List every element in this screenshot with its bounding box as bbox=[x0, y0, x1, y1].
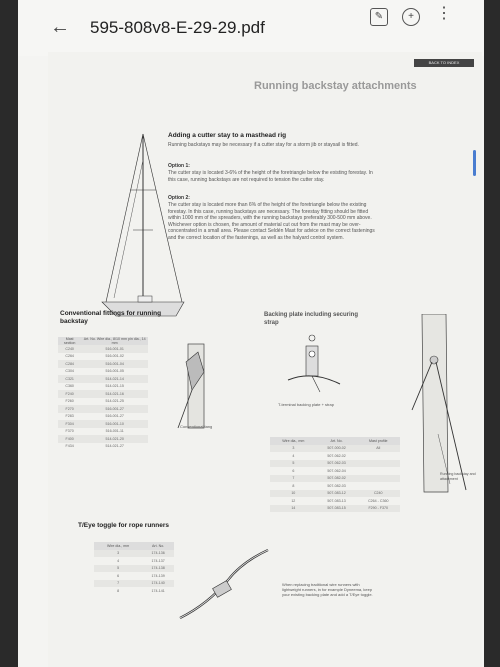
backing-plate-illustration bbox=[280, 330, 350, 400]
option1-text: The cutter stay is located 3-6% of the height of the foretriangle below the existing forestay. In this case, running backstays are not required to tension the cutter stay. bbox=[168, 170, 373, 183]
conv-heading: Conventional fittings for running backstay bbox=[60, 310, 162, 325]
wire-table: Wire dia., mm Art. No. Mast profile 3 507-000-02 All 4 507-062-02 5 507-062-03 6 507-062-04 7 507-082-02 8 507-082-03 10 507-083-12 C240 12 507-083-13 C264 - C360 14 507-083-15 F290 - F370 bbox=[270, 437, 400, 512]
toggle-table: Wire dia., mm Art. No. 3 174-136 4 174-137 5 174-138 6 174-139 7 174-140 8 174-141 bbox=[94, 542, 174, 595]
more-vert-icon[interactable]: ⋮ bbox=[436, 5, 452, 22]
option2-heading: Option 2: bbox=[168, 195, 190, 201]
page-title: Running backstay attachments bbox=[254, 80, 417, 92]
back-to-index-tag[interactable]: BACK TO INDEX bbox=[414, 59, 474, 67]
option1-heading: Option 1: bbox=[168, 163, 190, 169]
app-bar bbox=[18, 0, 484, 56]
pdf-viewer-screen bbox=[18, 0, 484, 667]
toggle-heading: T/Eye toggle for rope runners bbox=[78, 522, 170, 529]
intro-text: Running backstays may be necessary if a cutter stay for a storm jib or staysail is fitted. bbox=[168, 142, 359, 148]
running-caption: Running backstay and attachment bbox=[440, 472, 476, 481]
arrow-back-icon[interactable]: ← bbox=[50, 16, 70, 38]
file-name: 595-808v8-E-29-29.pdf bbox=[90, 18, 265, 37]
intro-heading: Adding a cutter stay to a masthead rig bbox=[168, 132, 287, 139]
conv-table: Mast section Art. No. Wire dia., 8/10 mm pin dia., 14 mm C240 516-001-01 C264 516-001-02 C284 516-001-04 C304 516-001-05 C321 514-021-14 C360 514-021-15 F240 514-021-16 F260 514-021-25 F270 516-001-27 F283 516-001-27 F304 516-001-10 F370 516-001-11 F400 514-021-20 F434 514-021-27 bbox=[58, 337, 148, 450]
conventional-tang-illustration bbox=[170, 342, 220, 432]
conv-caption: Conventional tang bbox=[180, 424, 213, 429]
backing-heading: Backing plate including securing strap bbox=[264, 312, 359, 326]
pdf-page bbox=[48, 52, 482, 667]
option2-text: The cutter stay is located more than 6% of the height of the foretriangle below the existing forestay. In this case, running backstays are necessary. The forestay fitting should be fitted within 1000 mm of the spreaders, with the running backstays preferably 300-500 mm above. Whichever option is chosen, the amount of material cut out from the mast may be over-concentrated in a small area. Please contact Seldén Mast for advice on the correct fastenings and the correct location of the fastenings, as well as the halyard control system. bbox=[168, 202, 375, 241]
running-backstay-illustration bbox=[410, 314, 476, 494]
toggle-illustration bbox=[178, 544, 278, 624]
edit-icon[interactable]: ✎ bbox=[370, 8, 388, 26]
toggle-note: When replacing traditional wire runners with lightweight runners, in for example Dyneema, keep your existing backing plate and add a T/Eye toggle. bbox=[282, 582, 373, 597]
drive-add-icon[interactable]: + bbox=[402, 8, 420, 26]
backing-caption: T-terminal backing plate + strap bbox=[278, 402, 334, 407]
scrollbar-thumb[interactable] bbox=[473, 150, 476, 176]
